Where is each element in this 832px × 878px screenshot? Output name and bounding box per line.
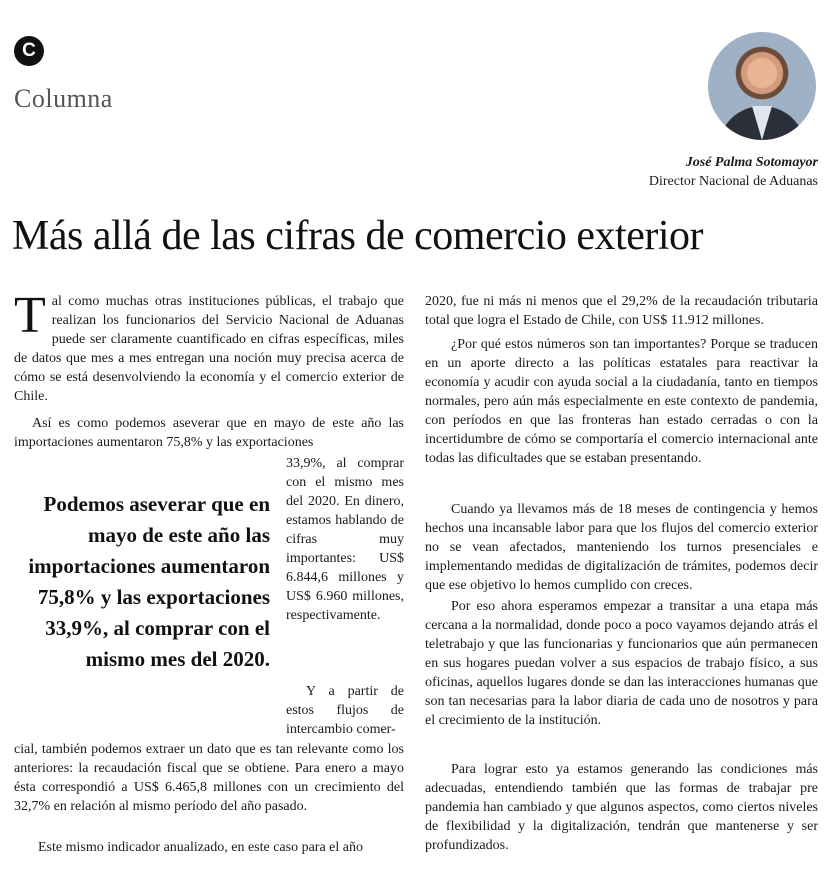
paragraph-2-start: Así es como podemos aseverar que en mayo de este año las importaciones aumentaron 75,8% y las exportaciones bbox=[14, 416, 404, 450]
paragraph-8: Para lograr esto ya estamos generando las condiciones más adecuadas, entendiendo también que las formas de trabajar pre pandemia han cambiado y que algunos aspectos, como ciertos niveles de flexibilidad y la digitalización, tendrán que mantenerse y ser profundizados. bbox=[425, 762, 818, 853]
paragraph-1-text: al como muchas otras instituciones públicas, el trabajo que realizan los funcionarios del Servicio Nacional de Aduanas puede ser claramente cuantificado en cifras específicas, miles de datos que mes a mes entregan una noción muy precisa acerca de cómo se está desenvolviendo la economía y el comercio exterior de Chile. bbox=[14, 294, 404, 404]
pull-quote: Podemos aseverar que en mayo de este año las importaciones aumentaron 75,8% y las exportaciones 33,9%, al comprar con el mismo mes del 2020. bbox=[28, 492, 270, 671]
paragraph-3-narrow: Y a partir de estos flujos de intercambio comer- bbox=[286, 684, 404, 737]
paragraph-1 bbox=[14, 287, 404, 406]
author-name: José Palma Sotomayor bbox=[685, 155, 818, 170]
author-photo bbox=[708, 32, 816, 140]
section-label: Columna bbox=[14, 84, 113, 113]
article-headline: Más allá de las cifras de comercio exterior bbox=[12, 213, 704, 259]
dropcap: T bbox=[14, 287, 46, 344]
paragraph-2-narrow: 33,9%, al comprar con el mismo mes del 2020. En dinero, estamos hablando de cifras muy importantes: US$ 6.844,6 millones y US$ 6.960 millones, respectivamente. bbox=[286, 456, 404, 623]
paragraph-3-rest: cial, también podemos extraer un dato que es tan relevante como los anteriores: la recaudación fiscal que se obtiene. Para enero a mayo ésta correspondió a US$ 6.465,8 millones con un crecimiento del 32,7% en relación al mismo período del año pasado. bbox=[14, 742, 404, 814]
author-title: Director Nacional de Aduanas bbox=[648, 174, 818, 189]
paragraph-4: Este mismo indicador anualizado, en este caso para el año bbox=[38, 840, 363, 855]
column-logo: C bbox=[14, 36, 44, 66]
paragraph-4-continued: 2020, fue ni más ni menos que el 29,2% de la recaudación tributaria total que logra el Estado de Chile, con US$ 11.912 millones. bbox=[425, 294, 818, 328]
paragraph-5: ¿Por qué estos números son tan importantes? Porque se traducen en un aporte directo a las políticas estatales para reactivar la economía y acudir con ayuda social a la ciudadanía, tanto en tiempos normales, pero aún más especialmente en este contexto de pandemia, con períodos en que las fronteras han estado cerradas o con la incertidumbre de cómo se comportaría el comercio internacional ante todas las dificultades que se estaban presentando. bbox=[425, 337, 818, 466]
paragraph-7: Por eso ahora esperamos empezar a transitar a una etapa más cercana a la normalidad, donde poco a poco vayamos dejando atrás el teletrabajo y que las funcionarias y funcionarios que aún permanecen en sus hogares puedan volver a sus espacios de trabajo físico, a sus oficinas, aquellos lugares donde se dan las interacciones humanas que son tan necesarias para la labor diaria de cada uno de nosotros y para el crecimiento de la institución. bbox=[425, 599, 818, 728]
author-block bbox=[649, 153, 818, 191]
paragraph-6: Cuando ya llevamos más de 18 meses de contingencia y hemos hechos una incansable labor para que los flujos del comercio exterior no se vean afectados, manteniendo los turnos presenciales e implementando medidas de digitalización de trámites, podemos decir que ese objetivo lo hemos cumplido con creces. bbox=[425, 502, 818, 593]
